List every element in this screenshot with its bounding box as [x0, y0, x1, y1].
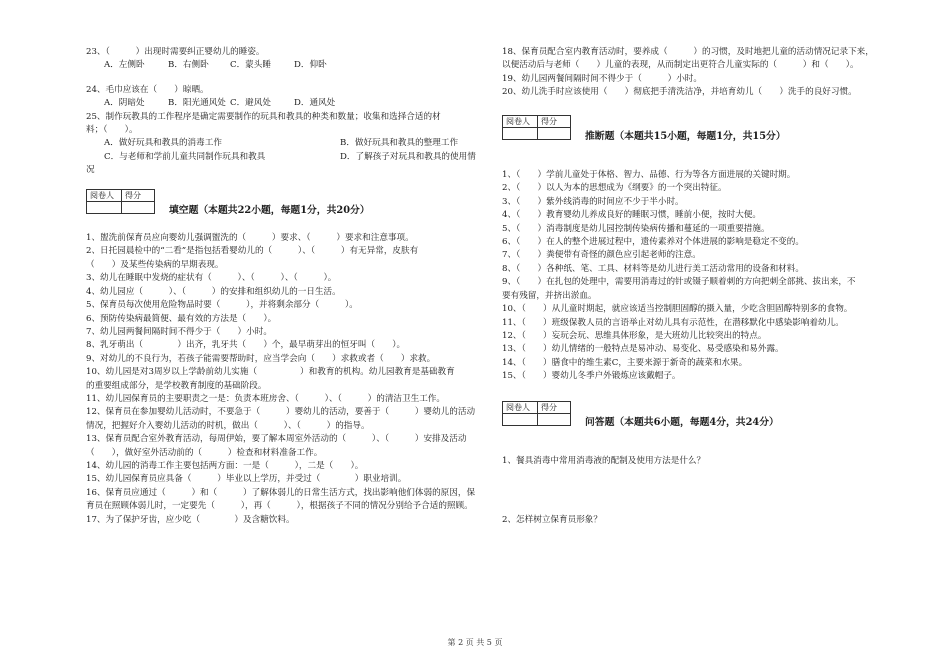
essay-section-header [502, 398, 920, 429]
question-25-options-ab [86, 137, 482, 150]
question-23-options [86, 59, 482, 72]
judge-line: 4、（ ）教育婴幼儿养成良好的睡眠习惯，睡前小便，按时大便。 [502, 210, 761, 221]
fill-section-title: 填空题（本题共22小题，每题1分，共20分） [169, 204, 370, 216]
fill-line: 1、盥洗前保育员应向婴幼儿强调盥洗的（ ）要求、（ ）要求和注意事项。 [86, 233, 414, 244]
judge-line: 6、（ ）在人的整个进展过程中，遗传素养对个体进展的影响是稳定不变的。 [502, 237, 804, 248]
judge-line: 9、（ ）在扎包的处理中，需要用消毒过的针或镊子顺着刺的方向把刺全部挑、拔出来，不 [502, 277, 856, 288]
judge-line: 1、（ ）学前儿童处于体格、智力、品德、行为等各方面进展的关键时期。 [502, 170, 796, 181]
essay-section-title: 问答题（本题共6小题，每题4分，共24分） [585, 416, 779, 428]
fill-line: （ ），做好室外活动前的（ ）检查和材料准备工作。 [86, 447, 323, 458]
fill-line: （ ）及某些传染病的早期表现。 [86, 259, 224, 270]
score-cell [538, 127, 571, 139]
fill-line: 8、乳牙萌出（ ）出齐，乳牙共（ ）个，最早萌芽出的恒牙叫（ ）。 [86, 340, 406, 351]
reviewer-cell [87, 201, 122, 213]
question-25-line-2: 料；（ ）。 [86, 125, 138, 136]
score-cell [538, 413, 571, 425]
judge-section-title: 推断题（本题共15小题，每题1分，共15分） [585, 130, 786, 142]
option-d: D．了解孩子对玩具和教具的使用情 [340, 151, 476, 162]
fill-questions [86, 232, 482, 527]
fill-line: 6、预防传染病最简便、最有效的方法是（ ）。 [86, 313, 277, 324]
judge-line: 13、（ ）幼儿情绪的一般特点是易冲动、易变化、易受感染和易外露。 [502, 344, 784, 355]
left-column [86, 46, 482, 527]
judge-line: 12、（ ）妄玩会玩、思维具体形象，是大班幼儿比较突出的特点。 [502, 330, 767, 341]
judge-line: 2、（ ）以人为本的思想成为《纲要》的一个突出特征。 [502, 183, 727, 194]
fill-line: 2、日托园晨检中的“二看”是指包括看婴幼儿的（ ）、（ ）有无异常，皮肤有 [86, 246, 419, 257]
option-a: A．阴暗处 [104, 98, 145, 109]
fill-line: 9、对幼儿的不良行为，若孩子能需要帮助时，应当学会向（ ）求救或者（ ）求救。 [86, 353, 436, 364]
fill-line: 育员在照顾体弱儿时，一定要先（ ），再（ ），根据孩子不同的情况分别给予合适的照顾。 [86, 501, 473, 512]
option-a: A．左侧卧 [104, 60, 145, 71]
fill-line: 4、幼儿园应（ ）、（ ）的安排和组织幼儿的一日生活。 [86, 286, 341, 297]
score-label: 得分 [122, 189, 155, 201]
judge-line: 8、（ ）各种纸、笔、工具、材料等是幼儿进行美工活动常用的设备和材料。 [502, 263, 804, 274]
judge-line: 10、（ ）从儿童时期起，就应该适当控制胆固醇的摄入量，少吃含胆固醇特别多的食物。 [502, 304, 853, 315]
option-d: D．通风处 [294, 98, 336, 109]
option-d: D．仰卧 [294, 60, 327, 71]
reviewer-label: 阅卷人 [503, 115, 538, 127]
fill-line: 15、幼儿园保育员应具备（ ）毕业以上学历，并受过（ ）职业培训。 [86, 474, 407, 485]
judge-section-header [502, 112, 920, 143]
option-b: B．做好玩具和教具的整理工作 [340, 138, 459, 149]
fill-line: 18、保育员配合室内教育活动时，要养成（ ）的习惯，及时地把儿童的活动情况记录下来， [502, 47, 874, 57]
reviewer-cell [503, 127, 538, 139]
fill-questions-continued [502, 46, 920, 100]
right-column [502, 46, 920, 528]
score-box [502, 401, 571, 426]
fill-line: 20、幼儿洗手时应该使用（ ）彻底把手清洗洁净，并培育幼儿（ ）洗手的良好习惯。 [502, 87, 857, 98]
fill-line: 17、为了保护牙齿，应少吃（ ）及含糖饮料。 [86, 514, 295, 525]
reviewer-cell [503, 413, 538, 425]
essay-question-1: 1、餐具消毒中常用消毒液的配制及使用方法是什么？ [502, 455, 706, 466]
judge-line: 5、（ ）消毒制度是幼儿园控制传染病传播和蔓延的一项重要措施。 [502, 223, 770, 234]
score-box [502, 115, 571, 140]
fill-line: 3、幼儿在睡眠中发烧的症状有（ ）、（ ）、（ ）。 [86, 273, 337, 284]
score-label: 得分 [538, 401, 571, 413]
fill-line: 情况，把握好介入婴幼儿活动的时机，做出（ ）、（ ）的指导。 [86, 420, 370, 431]
fill-line: 13、保育员配合室外教育活动，每周伊始，要了解本周室外活动的（ ）、（ ）安排及活动 [86, 434, 467, 445]
question-25-tail: 况 [86, 165, 95, 176]
page-footer: 第 2 页 共 5 页 [447, 638, 503, 647]
essay-question-2: 2、怎样树立保育员形象？ [502, 515, 602, 526]
question-25-line-1: 25、制作玩教具的工作程序是确定需要制作的玩具和教具的种类和数量；收集和选择合适的材 [86, 111, 441, 122]
option-c: C．与老师和学前儿童共同制作玩具和教具 [104, 151, 266, 162]
fill-line: 14、幼儿园的消毒工作主要包括两方面：一是（ ），二是（ ）。 [86, 460, 364, 471]
score-box [86, 189, 155, 214]
fill-line: 10、幼儿园是对3周岁以上学龄前幼儿实施（ ）和教育的机构。幼儿园教育是基础教育 [86, 367, 455, 378]
option-c: C．避风处 [230, 98, 271, 109]
fill-line: 19、幼儿园两餐间隔时间不得少于（ ）小时。 [502, 73, 702, 84]
fill-section-header [86, 186, 482, 217]
fill-line: 16、保育员应通过（ ）和（ ）了解体弱儿的日常生活方式，找出影响他们体弱的原因，保 [86, 487, 476, 498]
fill-line: 7、幼儿园两餐间隔时间不得少于（ ）小时。 [86, 326, 272, 337]
reviewer-label: 阅卷人 [87, 189, 122, 201]
question-23: 23、（ ）出现时需要纠正婴幼儿的睡姿。 [86, 47, 265, 57]
question-25-options-cd [86, 151, 482, 164]
fill-line: 11、幼儿园保育员的主要职责之一是：负责本班房舍、（ ）、（ ）的清洁卫生工作。 [86, 393, 445, 404]
judge-questions [502, 169, 920, 384]
reviewer-label: 阅卷人 [503, 401, 538, 413]
judge-line: 3、（ ）紫外线消毒的时间应不少于半小时。 [502, 196, 684, 207]
option-a: A．做好玩具和教具的消毒工作 [104, 138, 222, 149]
fill-line: 12、保育员在参加婴幼儿活动时，不要急于（ ）婴幼儿的活动，要善于（ ）婴幼儿的活动 [86, 407, 476, 418]
question-24: 24、毛巾应该在（ ）晾晒。 [86, 84, 209, 95]
judge-line: 14、（ ）膳食中的维生素C，主要来源于新奇的蔬菜和水果。 [502, 357, 748, 368]
fill-line: 以便活动后与老师（ ）儿童的表现，从而制定出更符合儿童实际的（ ）和（ ）。 [502, 60, 859, 71]
question-24-options [86, 97, 482, 110]
fill-line: 的重要组成部分，是学校教育制度的基础阶段。 [86, 380, 267, 391]
option-b: B．阳光通风处 [168, 98, 226, 109]
judge-line: 11、（ ）班级保教人员的言语举止对幼儿具有示范性，在潜移默化中感染影响着幼儿。 [502, 317, 844, 328]
option-b: B．右侧卧 [168, 60, 209, 71]
fill-line: 5、保育员每次使用危险物品时要（ ），并将剩余部分（ ）。 [86, 300, 358, 311]
judge-line: 15、（ ）婴幼儿冬季户外锻炼应该戴帽子。 [502, 371, 681, 382]
score-cell [122, 201, 155, 213]
score-label: 得分 [538, 115, 571, 127]
judge-line: 7、（ ）粪便带有奇怪的颜色应引起老师的注意。 [502, 250, 701, 261]
judge-line: 要有残留，并挤出淤血。 [502, 290, 597, 301]
option-c: C．蒙头睡 [230, 60, 271, 71]
